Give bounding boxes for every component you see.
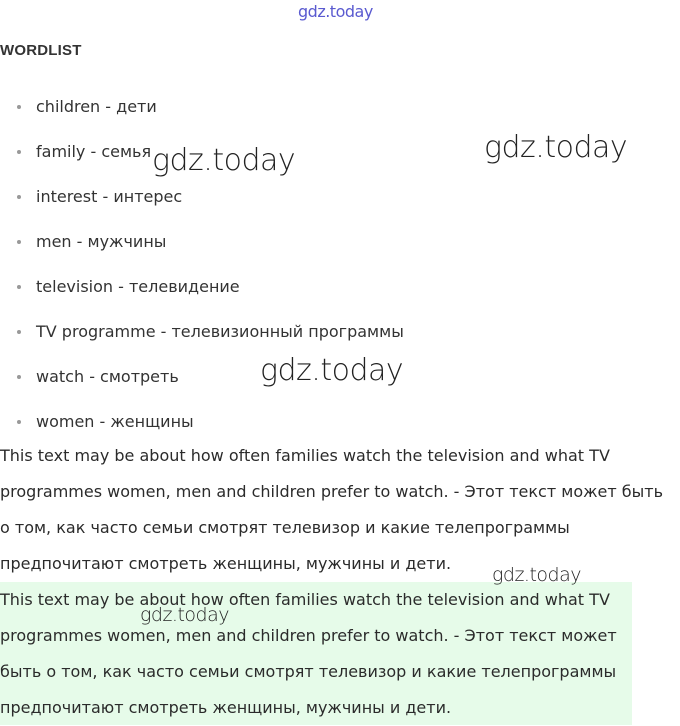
watermark: gdz.today xyxy=(484,130,628,165)
wordlist-item: TV programme - телевизионный программы xyxy=(0,315,404,360)
wordlist-item: interest - интерес xyxy=(0,180,404,225)
watermark: gdz.today xyxy=(152,143,296,178)
wordlist-item: family - семья xyxy=(0,135,404,180)
paragraph-text: This text may be about how often families watch the television and what TV programmes women, men and children prefer to watch. - Этот текст может быть о том, как часто семьи смотрят телевизор и какие телепрограммы предпочитают смотреть женщины, мужчины и дети. xyxy=(0,446,664,573)
watermark: gdz.today xyxy=(260,353,404,388)
answer-block: This text may be about how often families watch the television and what TV programmes women, men and children prefer to watch. - Этот текст может быть о том, как часто семьи смотрят телевизор и какие телепрограммы предпочитают смотреть женщины, мужчины и дети. xyxy=(0,582,632,725)
wordlist-item: watch - смотреть xyxy=(0,360,404,405)
wordlist-item: children - дети xyxy=(0,90,404,135)
watermark: gdz.today xyxy=(492,564,581,586)
watermark-top: gdz.today xyxy=(298,2,373,21)
wordlist-item: television - телевидение xyxy=(0,270,404,315)
wordlist-item: men - мужчины xyxy=(0,225,404,270)
wordlist-item: women - женщины xyxy=(0,405,404,450)
wordlist-heading: WORDLIST xyxy=(0,42,82,59)
watermark: gdz.today xyxy=(140,604,229,626)
